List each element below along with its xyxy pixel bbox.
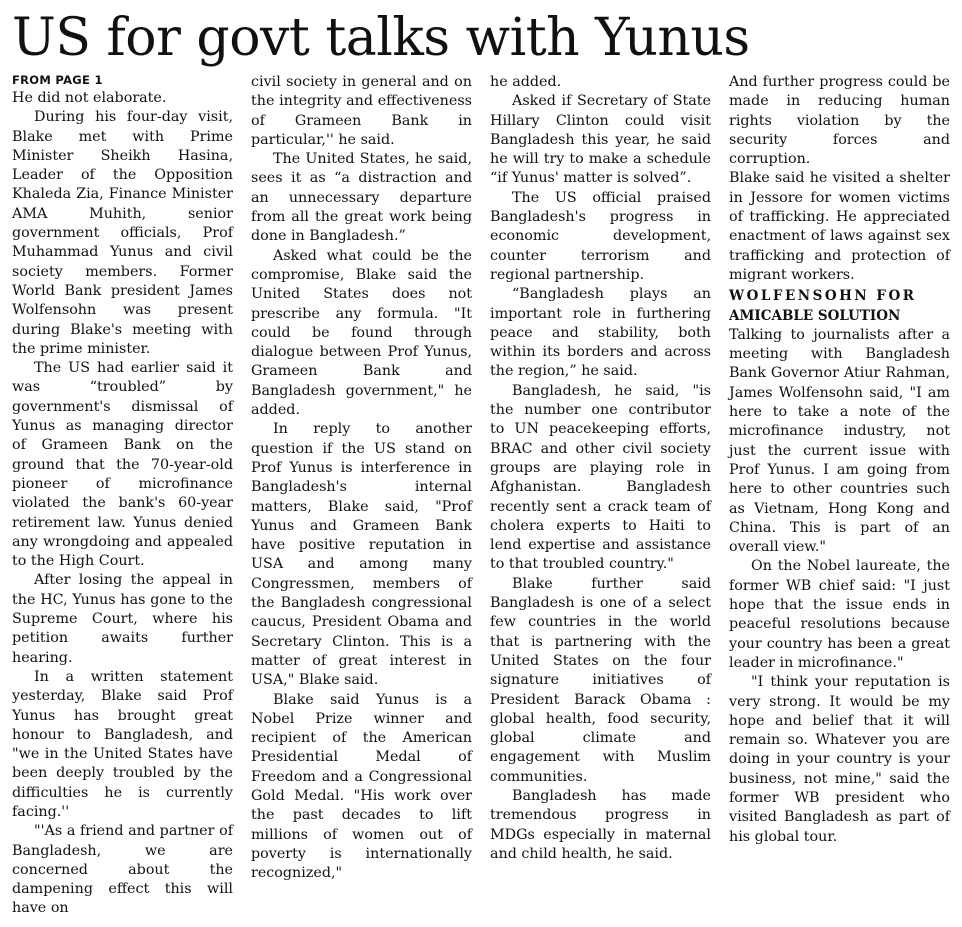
article-paragraph: Talking to journalists after a meeting with Bangladesh Bank Governor Atiur Rahman, James Wolfensohn said, "I am here to take a note of the microfinance industry, not just the current issue with Prof Yunus. I am going from here to other countries such as Vietnam, Hong Kong and China. This is part of an overall view.": [729, 326, 950, 556]
article-paragraph: Blake said Yunus is a Nobel Prize winner and recipient of the American Presidential Medal of Freedom and a Congressional Gold Medal. "His work over the past decades to lift millions of women out of poverty is internationally recognized,": [251, 691, 472, 882]
article-paragraph: Blake further said Bangladesh is one of a select few countries in the world that is partnering with the United States on the four signature initiatives of President Barack Obama : global health, food security, global climate and engagement with Muslim communities.: [490, 575, 711, 785]
subhead-line: WOLFENSOHN FOR: [729, 288, 917, 305]
article-paragraph: he added.: [490, 74, 562, 90]
article-paragraph: He did not elaborate.: [12, 90, 167, 106]
article-paragraph: During his four-day visit, Blake met with Prime Minister Sheikh Hasina, Leader of the Opposition Khaleda Zia, Finance Minister AMA Muhith, senior government officials, Prof Muhammad Yunus and civil society members. Former World Bank president James Wolfensohn was present during Blake's meeting with the prime minister.: [12, 109, 233, 357]
article-paragraph: Asked what could be the compromise, Blake said the United States does not prescribe any formula. "It could be found through dialogue between Prof Yunus, Grameen Bank and Bangladesh government," he added.: [251, 247, 472, 419]
article-paragraph: civil society in general and on the integrity and effectiveness of Grameen Bank in particular,'' he said.: [251, 74, 472, 148]
article-paragraph: The US official praised Bangladesh's progress in economic development, counter terrorism and regional partnership.: [490, 189, 711, 283]
article-paragraph: Bangladesh has made tremendous progress in MDGs especially in maternal and child health, he said.: [490, 787, 711, 862]
article-paragraph: “Bangladesh plays an important role in furthering peace and stability, both within its borders and across the region,” he said.: [490, 286, 711, 380]
subhead-line: AMICABLE SOLUTION: [729, 307, 901, 324]
article-paragraph: "I think your reputation is very strong. It would be my hope and belief that it will remain so. Whatever you are doing in your country is your business, not mine," said the former WB president who visited Bangladesh as part of his global tour.: [729, 674, 950, 845]
article-paragraph: In reply to another question if the US stand on Prof Yunus is interference in Bangladesh's internal matters, Blake said, "Prof Yunus and Grameen Bank have positive reputation in USA and among many Congressmen, members of the Bangladesh congressional caucus, President Obama and Secretary Clinton. This is a matter of great interest in USA," Blake said.: [251, 421, 472, 689]
article-paragraph: "'As a friend and partner of Bangladesh, we are concerned about the dampening effect this will have on: [12, 823, 233, 917]
article-paragraph: In a written statement yesterday, Blake said Prof Yunus has brought great honour to Bangladesh, and "we in the United States have been deeply troubled by the difficulties he is currently facing.'': [12, 668, 233, 820]
article-column-3: [490, 73, 711, 864]
article-paragraph: Blake said he visited a shelter in Jessore for women victims of trafficking. He appreciated enactment of laws against sex trafficking and protection of migrant workers.: [729, 170, 950, 283]
article-column-2: [251, 73, 472, 883]
article-paragraph: Bangladesh, he said, "is the number one contributor to UN peacekeeping efforts, BRAC and other civil society groups are playing role in Afghanistan. Bangladesh recently sent a crack team of cholera experts to Haiti to lend expertise and assistance to that troubled country.": [490, 382, 711, 573]
article-paragraph: After losing the appeal in the HC, Yunus has gone to the Supreme Court, where his petition awaits further hearing.: [12, 572, 233, 666]
headline: US for govt talks with Yunus: [12, 8, 750, 68]
article-paragraph: The United States, he said, sees it as “a distraction and an unnecessary departure from all the great work being done in Bangladesh.”: [251, 151, 472, 245]
article-paragraph: The US had earlier said it was “troubled” by government's dismissal of Yunus as managing director of Grameen Bank on the ground that the 70-year-old pioneer of microfinance violated the bank's 60-year retirement law. Yunus denied any wrongdoing and appealed to the High Court.: [12, 360, 233, 570]
section-subhead: [729, 287, 950, 326]
article-paragraph: Asked if Secretary of State Hillary Clinton could visit Bangladesh this year, he said he will try to make a schedule “if Yunus' matter is solved”.: [490, 93, 711, 187]
article-column-1: [12, 73, 233, 919]
continuation-kicker: FROM PAGE 1: [12, 73, 103, 87]
article-paragraph: And further progress could be made in reducing human rights violation by the security forces and corruption.: [729, 74, 950, 168]
article-paragraph: On the Nobel laureate, the former WB chief said: "I just hope that the issue ends in peaceful resolutions because your country has been a great leader in microfinance.": [729, 558, 950, 671]
article-column-4: [729, 73, 950, 847]
